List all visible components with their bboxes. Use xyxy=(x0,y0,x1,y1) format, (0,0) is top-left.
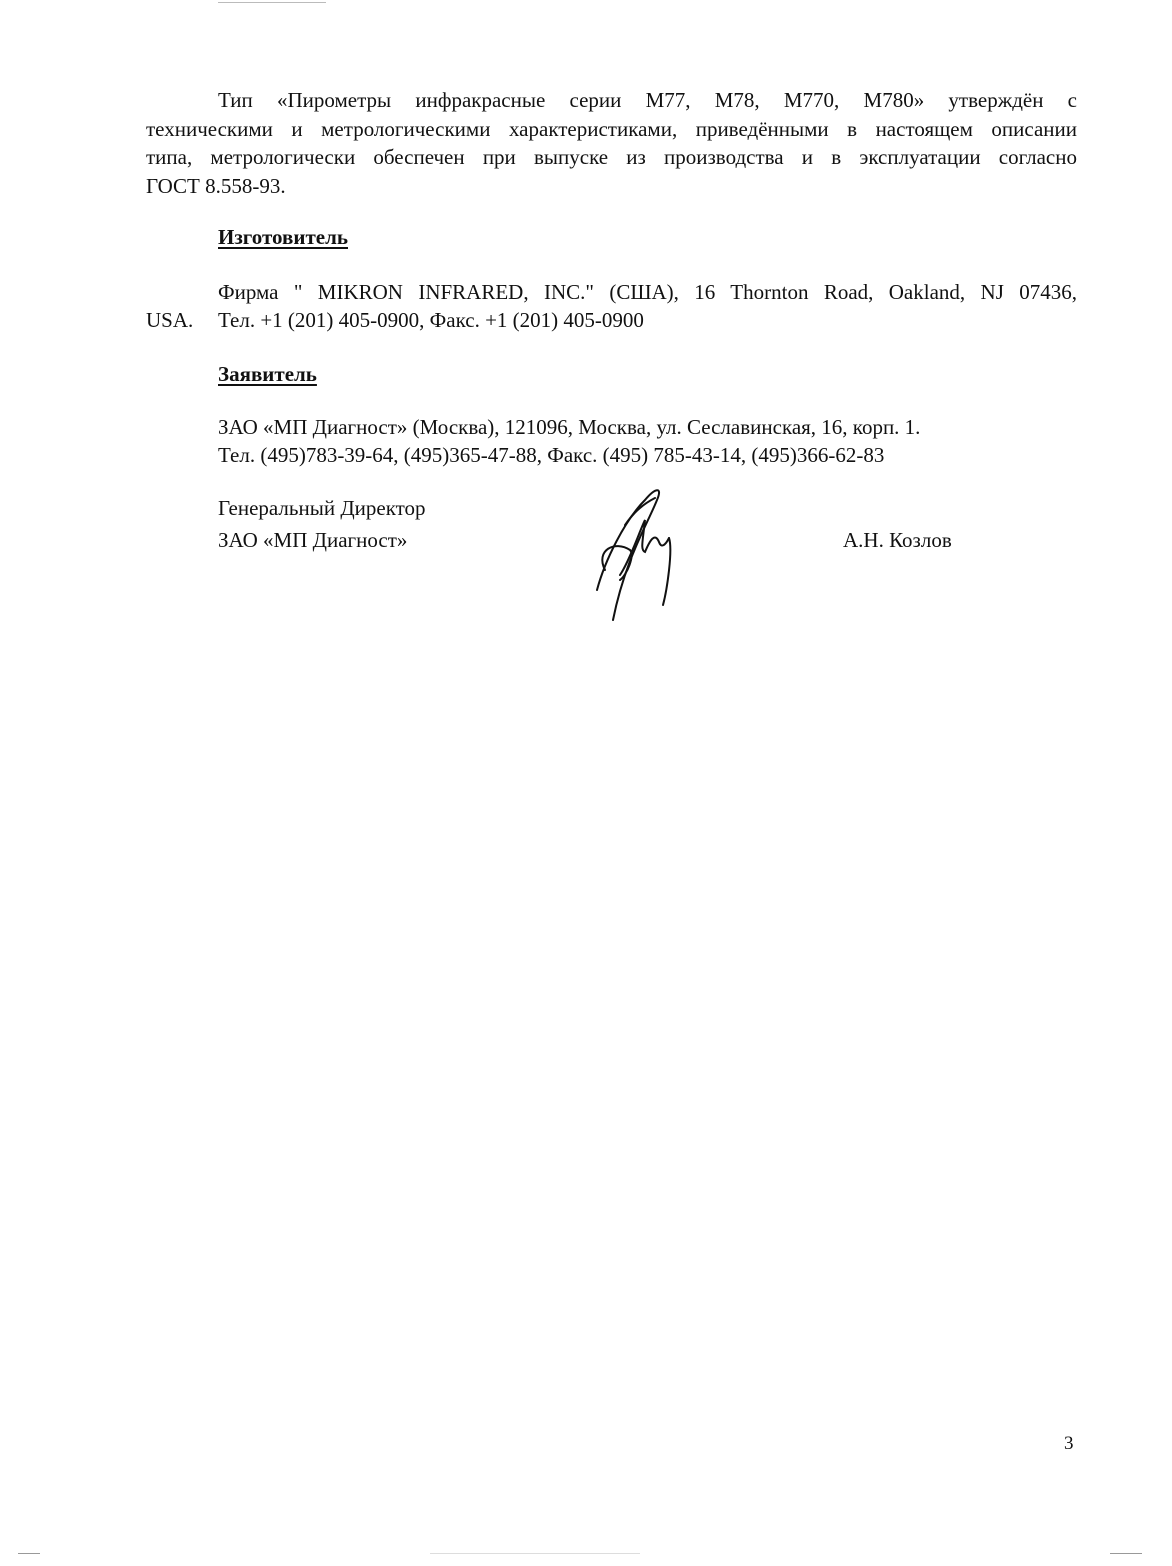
applicant-heading: Заявитель xyxy=(218,362,317,386)
scan-artifact xyxy=(18,1553,40,1554)
signatory-title: Генеральный Директор xyxy=(218,496,426,520)
manufacturer-line: Фирма " MIKRON INFRARED, INC." (США), 16 Thornton Road, Oakland, NJ 07436, xyxy=(218,280,1077,304)
manufacturer-heading: Изготовитель xyxy=(218,225,348,249)
paragraph-line: Тип «Пирометры инфракрасные серии М77, М78, М770, М780» утверждён с xyxy=(218,88,1077,112)
scan-artifact xyxy=(1110,1553,1142,1554)
paragraph-line: ГОСТ 8.558-93. xyxy=(146,174,286,198)
paragraph-line: техническими и метрологическими характеристиками, приведёнными в настоящем описании xyxy=(146,117,1077,141)
scan-artifact xyxy=(218,2,326,3)
manufacturer-contacts: Тел. +1 (201) 405-0900, Факс. +1 (201) 405-0900 xyxy=(218,308,644,332)
signatory-name: А.Н. Козлов xyxy=(843,528,952,552)
handwritten-signature xyxy=(585,480,695,630)
applicant-address: ЗАО «МП Диагност» (Москва), 121096, Москва, ул. Сеславинская, 16, корп. 1. xyxy=(218,415,921,439)
page-number: 3 xyxy=(1064,1433,1074,1454)
scan-artifact xyxy=(430,1553,640,1554)
paragraph-line: типа, метрологически обеспечен при выпуске из производства и в эксплуатации согласно xyxy=(146,145,1077,169)
applicant-contacts: Тел. (495)783-39-64, (495)365-47-88, Факс. (495) 785-43-14, (495)366-62-83 xyxy=(218,443,885,467)
manufacturer-country: USA. xyxy=(146,308,194,332)
signatory-company: ЗАО «МП Диагност» xyxy=(218,528,408,552)
